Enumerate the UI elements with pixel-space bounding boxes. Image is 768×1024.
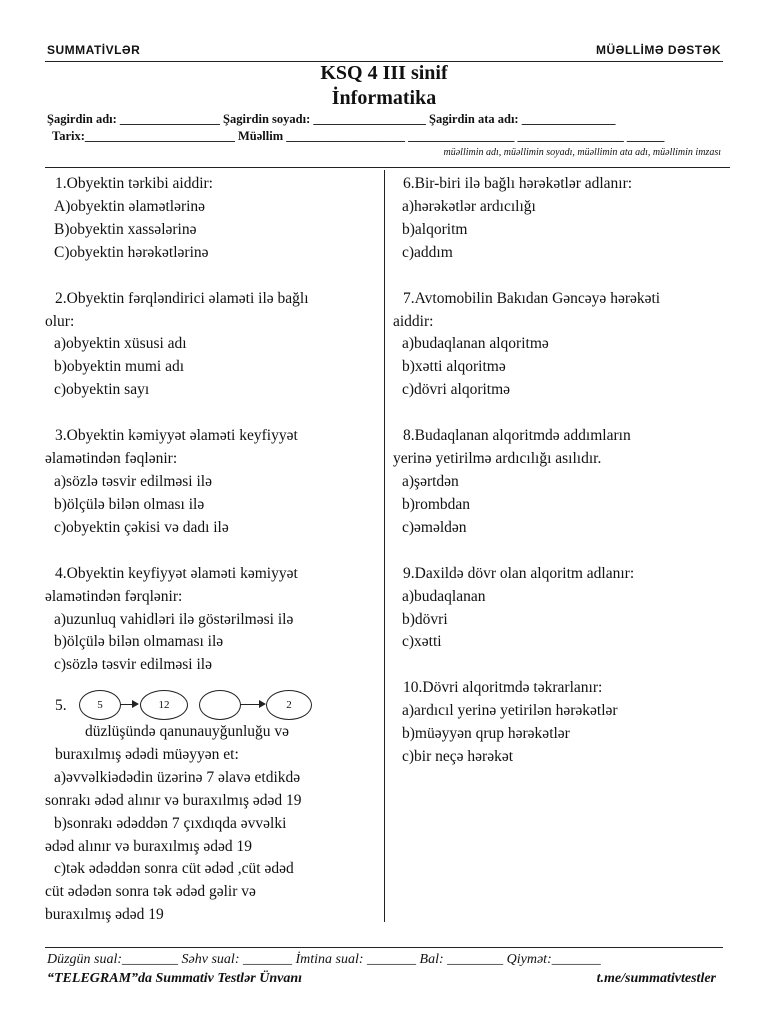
q4-option-a: a)uzunluq vahidləri ilə göstərilməsi ilə bbox=[54, 610, 294, 628]
telegram-link[interactable]: t.me/summativtestler bbox=[596, 971, 716, 986]
header-right: MÜƏLLİMƏ DƏSTƏK bbox=[595, 43, 721, 57]
right-column bbox=[393, 173, 733, 769]
question-1: 1.Obyektin tərkibi aiddir: bbox=[55, 175, 213, 192]
question-3: 3.Obyektin kəmiyyət əlaməti keyfiyyət bbox=[55, 427, 298, 445]
q5-option-c-cont2: buraxılmış ədəd 19 bbox=[45, 906, 164, 924]
question-5-text: düzlüşündə qanunauyğunluğu və bbox=[85, 723, 290, 740]
q5-option-c: c)tək ədəddən sonra cüt ədəd ,cüt ədəd bbox=[54, 860, 294, 878]
q2-option-b: b)obyektin mumi adı bbox=[54, 358, 185, 376]
q5-option-a: a)əvvəlkiədədin üzərinə 7 əlavə etdikdə bbox=[54, 768, 301, 786]
q1-option-b: B)obyektin xassələrinə bbox=[54, 220, 197, 238]
date-teacher-line: Tarix:________________________ Müəllim ___________________ _________________ _________________ ______ bbox=[52, 129, 665, 143]
question-4: 4.Obyektin keyfiyyət əlaməti kəmiyyət bbox=[55, 564, 298, 582]
header-left: SUMMATİVLƏR bbox=[47, 43, 141, 57]
q4-option-c: c)sözlə təsvir edilməsi ilə bbox=[54, 656, 212, 674]
page-title: KSQ 4 III sinif bbox=[320, 62, 448, 84]
question-9: 9.Daxildə dövr olan alqoritm adlanır: bbox=[403, 564, 635, 582]
page-subtitle: İnformatika bbox=[331, 87, 437, 109]
q7-option-c: c)dövri alqoritmə bbox=[402, 381, 511, 399]
sequence-arrow bbox=[120, 704, 132, 705]
question-5-body bbox=[45, 721, 375, 927]
q3-option-c: c)obyektin çəkisi və dadı ilə bbox=[54, 518, 229, 536]
q2-option-c: c)obyektin sayı bbox=[54, 381, 150, 399]
sequence-node-2: 12 bbox=[140, 690, 188, 720]
q5-option-b: b)sonrakı ədəddən 7 çıxdıqda əvvəlki bbox=[54, 814, 287, 832]
column-divider bbox=[384, 170, 385, 922]
q6-option-b: b)alqoritm bbox=[402, 220, 468, 238]
q6-option-c: c)addım bbox=[402, 243, 453, 261]
question-8-cont: yerinə yetirilmə ardıcılığı asılıdır. bbox=[393, 450, 602, 468]
q7-option-b: b)xətti alqoritmə bbox=[402, 358, 506, 376]
q9-option-b: b)dövri bbox=[402, 610, 448, 628]
question-8: 8.Budaqlanan alqoritmdə addımların bbox=[403, 427, 631, 445]
arrow-head-icon bbox=[132, 700, 139, 708]
q9-option-a: a)budaqlanan bbox=[402, 587, 486, 605]
q5-option-b-cont: ədəd alınır və buraxılmış ədəd 19 bbox=[45, 837, 253, 855]
sequence-arrow bbox=[240, 704, 259, 705]
question-10: 10.Dövri alqoritmdə təkrarlanır: bbox=[403, 679, 603, 697]
form-rule bbox=[45, 167, 730, 168]
question-2: 2.Obyektin fərqləndirici əlaməti ilə bağlı bbox=[55, 289, 309, 307]
q7-option-a: a)budaqlanan alqoritmə bbox=[402, 335, 549, 353]
q3-option-b: b)ölçülə bilən olması ilə bbox=[54, 495, 205, 513]
question-4-cont: əlamətindən fərqlənir: bbox=[45, 587, 183, 605]
signature-caption: müəllimin adı, müəllimin soyadı, müəllimin ata adı, müəllimin imzası bbox=[443, 147, 721, 158]
q9-option-c: c)xətti bbox=[402, 633, 442, 651]
student-info-line: Şagirdin adı: ________________ Şagirdin soyadı: __________________ Şagirdin ata adı: _______________ bbox=[47, 112, 616, 126]
q1-option-c: C)obyektin hərəkətlərinə bbox=[54, 243, 209, 261]
question-5-number: 5. bbox=[55, 697, 67, 714]
score-line: Düzgün sual:________ Səhv sual: _______ İmtina sual: _______ Bal: ________ Qiymət:_______ bbox=[47, 952, 601, 967]
q10-option-a: a)ardıcıl yerinə yetirilən hərəkətlər bbox=[402, 702, 618, 720]
left-column bbox=[45, 173, 375, 677]
arrow-head-icon bbox=[259, 700, 266, 708]
q3-option-a: a)sözlə təsvir edilməsi ilə bbox=[54, 472, 212, 490]
question-7: 7.Avtomobilin Bakıdan Gəncəyə hərəkəti bbox=[403, 289, 661, 307]
q10-option-c: c)bir neçə hərəkət bbox=[402, 748, 514, 766]
question-3-cont: əlamətindən fəqlənir: bbox=[45, 450, 178, 468]
q1-option-a: A)obyektin əlamətlərinə bbox=[54, 197, 206, 215]
q2-option-a: a)obyektin xüsusi adı bbox=[54, 335, 187, 353]
question-5-text-cont: buraxılmış ədədi müəyyən et: bbox=[55, 745, 239, 763]
sequence-node-1: 5 bbox=[79, 690, 121, 720]
q6-option-a: a)hərəkətlər ardıcılığı bbox=[402, 197, 536, 215]
q4-option-b: b)ölçülə bilən olmaması ilə bbox=[54, 633, 224, 651]
q10-option-b: b)müəyyən qrup hərəkətlər bbox=[402, 725, 570, 743]
question-6: 6.Bir-biri ilə bağlı hərəkətlər adlanır: bbox=[403, 175, 633, 192]
sequence-node-3 bbox=[199, 690, 241, 720]
q8-option-b: b)rombdan bbox=[402, 495, 471, 513]
footer-rule bbox=[45, 947, 723, 948]
telegram-caption: “TELEGRAM”da Summativ Testlər Ünvanı bbox=[47, 971, 303, 986]
q8-option-a: a)şərtdən bbox=[402, 472, 459, 490]
question-2-cont: olur: bbox=[45, 312, 75, 330]
q5-option-c-cont: cüt ədədən sonra tək ədəd gəlir və bbox=[45, 883, 256, 901]
q5-option-a-cont: sonrakı ədəd alınır və buraxılmış ədəd 19 bbox=[45, 791, 302, 809]
q8-option-c: c)əməldən bbox=[402, 518, 467, 536]
question-7-cont: aiddir: bbox=[393, 312, 434, 330]
sequence-node-4: 2 bbox=[266, 690, 312, 720]
